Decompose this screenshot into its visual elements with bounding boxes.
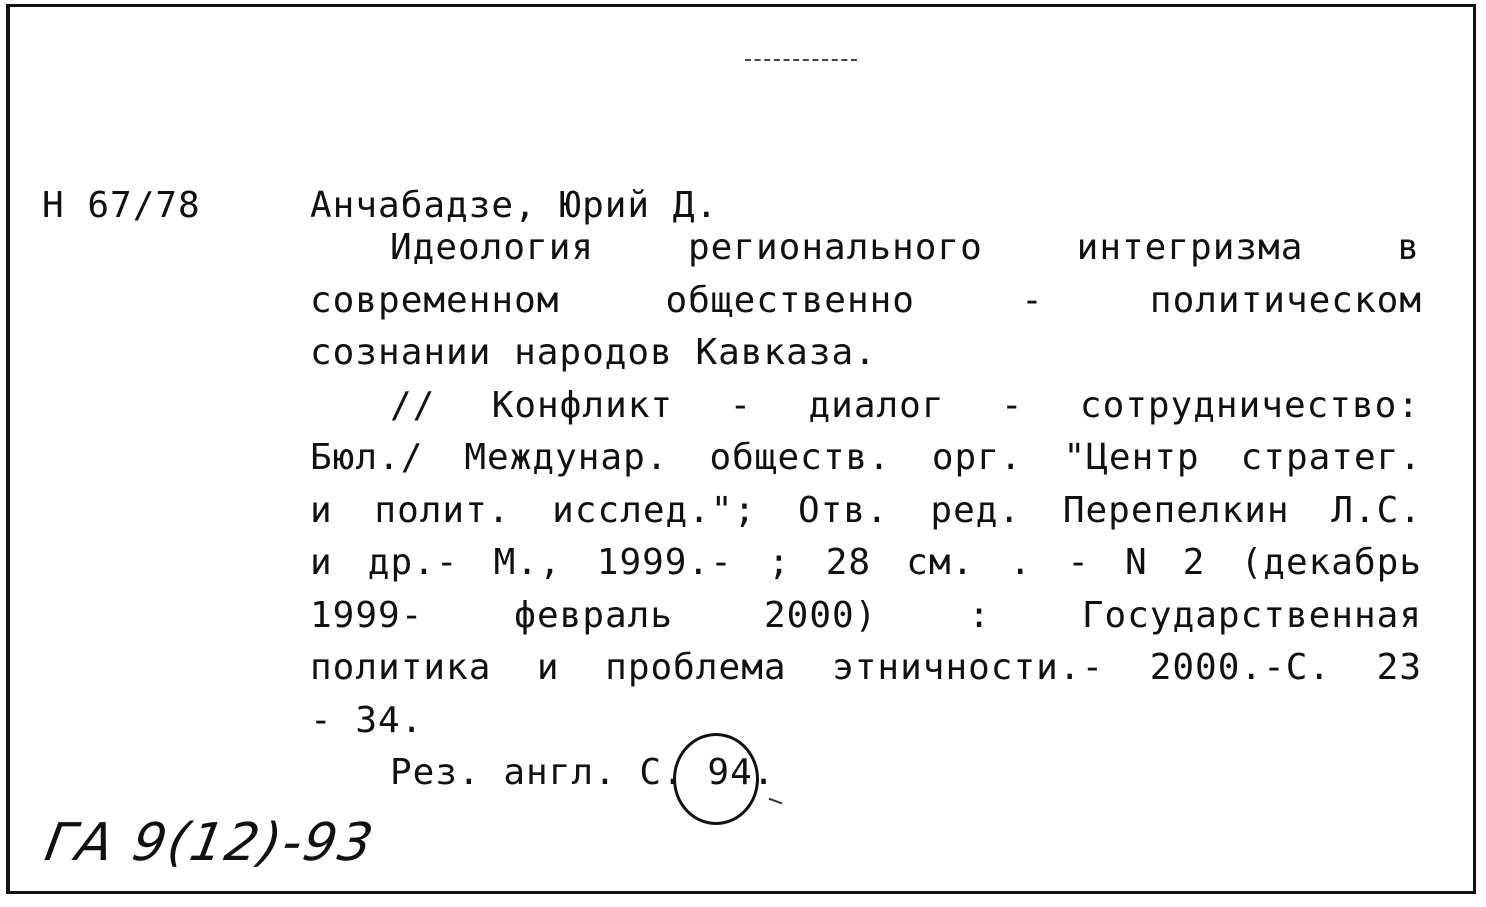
description-line: Идеология регионального интегризма в [390, 227, 1420, 268]
description-line: // Конфликт - диалог - сотрудничество: [390, 384, 1420, 426]
description-line: Рез. англ. С. 94. [390, 752, 776, 793]
catalog-card [6, 4, 1476, 894]
description-line: и полит. исслед."; Отв. ред. Перепелкин Л.С. [310, 489, 1422, 531]
description-line: современном общественно - политическом [310, 279, 1422, 321]
description-line: сознании народов Кавказа. [310, 332, 877, 373]
description-line: 1999- февраль 2000) : Государственная [310, 594, 1422, 636]
description-line: политика и проблема этничности.- 2000.-С. 23 [310, 647, 1422, 688]
description-line: Бюл./ Междунар. обществ. орг. "Центр стратег. [310, 437, 1422, 478]
author-name: Анчабадзе, Юрий Д. [310, 185, 719, 226]
description-line: и др.- М., 1999.- ; 28 см. . - N 2 (декабрь [310, 542, 1422, 583]
shelf-mark: Н 67/78 [42, 185, 201, 226]
description-line: - 34. [310, 699, 424, 741]
handwritten-code: ГА 9(12)-93 [40, 813, 380, 873]
top-dash-mark [745, 59, 857, 64]
library-stamp-circle [673, 733, 759, 825]
stamp-mark [768, 798, 783, 807]
